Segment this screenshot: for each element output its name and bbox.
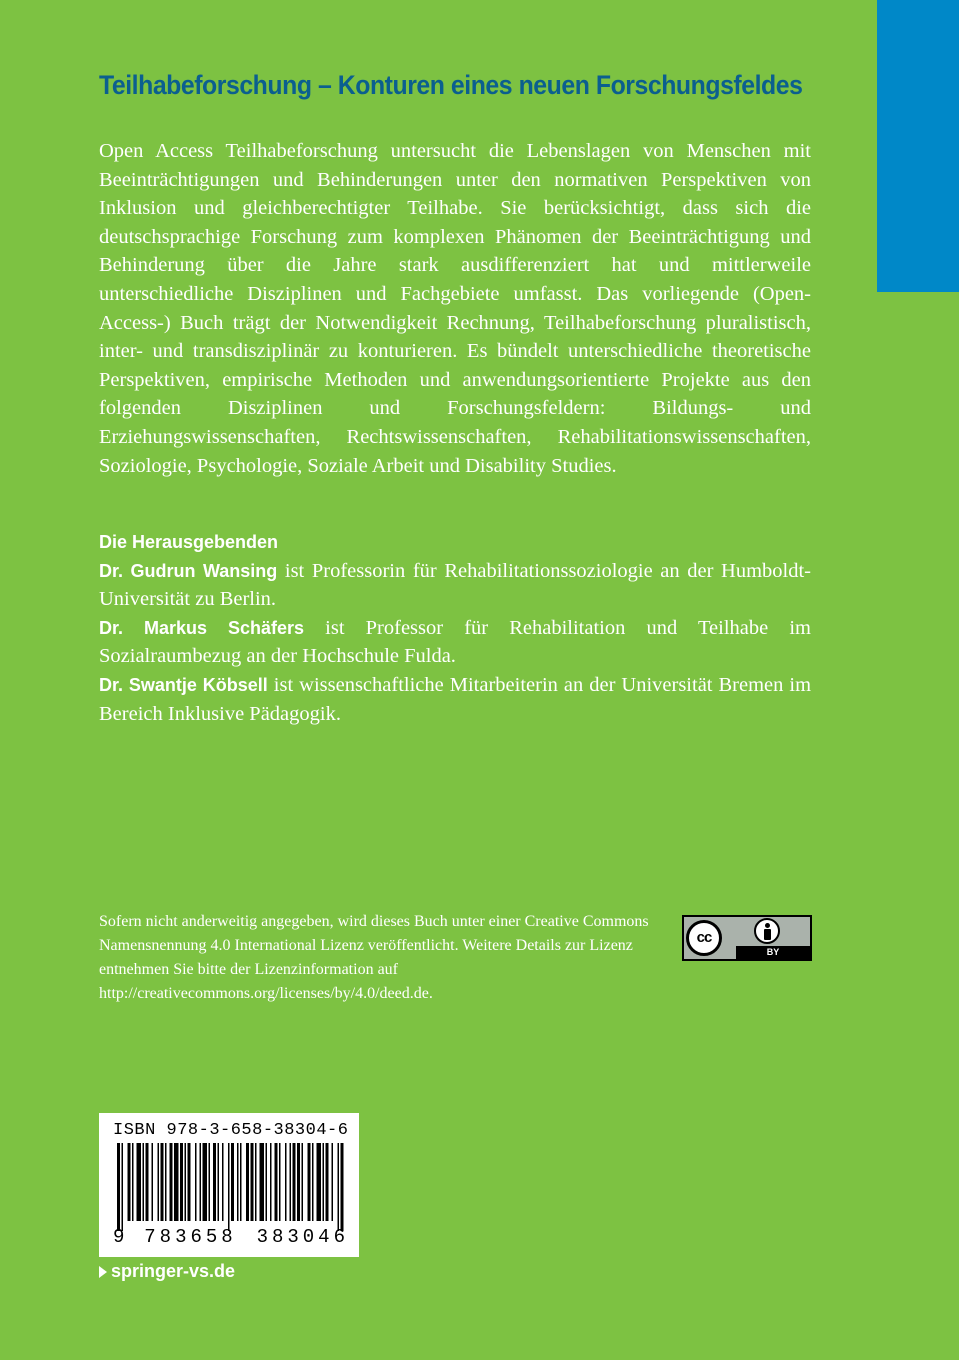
barcode-bar — [270, 1143, 272, 1221]
barcode-bar — [341, 1143, 344, 1231]
barcode-bar — [240, 1143, 242, 1221]
barcode-bar — [317, 1143, 322, 1221]
isbn-barcode — [99, 1113, 359, 1257]
barcode-digit-group: 383046 — [256, 1226, 349, 1248]
barcode-bar — [152, 1143, 154, 1221]
editor-name: Dr. Markus Schäfers — [99, 617, 305, 638]
barcode-bar — [237, 1143, 239, 1221]
barcode-bar — [203, 1143, 208, 1221]
barcode-bar — [266, 1143, 268, 1221]
barcode-bar — [231, 1143, 234, 1221]
book-title: Teilhabeforschung – Konturen eines neuen Forschungsfeldes — [99, 70, 803, 100]
barcode-bar — [132, 1143, 134, 1221]
editor-name: Dr. Swantje Köbsell — [99, 674, 268, 695]
editor-name: Dr. Gudrun Wansing — [99, 560, 278, 581]
barcode-bar — [246, 1143, 249, 1221]
barcode-bar — [143, 1143, 145, 1221]
barcode-bar — [161, 1143, 164, 1221]
barcode-bar — [218, 1143, 220, 1221]
barcode-bar — [308, 1143, 311, 1221]
publisher-url: springer-vs.de — [111, 1261, 236, 1281]
editor-entry — [99, 671, 811, 728]
editors-heading: Die Herausgebenden — [99, 532, 279, 552]
barcode-digit-group: 9 — [113, 1226, 125, 1248]
editor-bio: ist wissenschaftliche Mitarbeiterin an der Universität Bremen im Bereich Inklusive Pädagogik. — [99, 673, 812, 725]
editor-bio: ist Professorin für Rehabilitationssoziologie an der Humboldt-Universität zu Berlin. — [99, 559, 811, 611]
barcode-bar — [222, 1143, 224, 1221]
barcode-digits — [113, 1226, 349, 1248]
barcode-bar — [326, 1143, 329, 1221]
book-description: Open Access Teilhabeforschung untersucht die Lebenslagen von Menschen mit Beeinträchtigungen und Behinderungen unter den normativen Perspektiven von Inklusion und gleichberechtigter Teilhabe. Sie berücksichtigt, dass sich die deutschsprachige Forschung zum komplexen Phänomen der Beeinträchtigung und Behinderung über die Jahre stark ausdifferenziert hat und mittlerweile unterschiedliche Disziplinen und Fachgebiete umfasst. Das vorliegende (Open-Access-) Buch trägt der Notwendigkeit Rechnung, Teilhabeforschung pluralistisch, inter- und transdisziplinär zu konturieren. Es bündelt unterschiedliche theoretische Perspektiven, empirische Methoden und anwendungsorientierte Projekte aus den folgenden Disziplinen und Forschungsfeldern: Bildungs- und Erziehungswissenschaften, Rechtswissenschaften, Rehabilitationswissenschaften, Soziologie, Psychologie, Soziale Arbeit und Disability Studies. — [99, 140, 811, 477]
barcode-bar — [279, 1143, 281, 1221]
barcode-bars — [111, 1143, 347, 1231]
barcode-bar — [174, 1143, 179, 1221]
barcode-bar — [297, 1143, 300, 1221]
editor-entry — [99, 614, 811, 671]
barcode-bar — [185, 1143, 187, 1221]
barcode-bar — [122, 1143, 124, 1231]
barcode-bar — [200, 1143, 202, 1221]
play-arrow-icon — [99, 1266, 107, 1278]
barcode-bar — [137, 1143, 142, 1221]
creative-commons-by-icon — [682, 915, 812, 961]
barcode-bar — [251, 1143, 254, 1221]
barcode-bar — [255, 1143, 257, 1221]
barcode-bar — [170, 1143, 173, 1221]
cc-icon: cc — [686, 920, 722, 956]
barcode-bar — [302, 1143, 304, 1221]
barcode-bar — [285, 1143, 287, 1221]
barcode-bar — [332, 1143, 334, 1221]
barcode-bar — [290, 1143, 292, 1221]
barcode-bar — [312, 1143, 314, 1221]
barcode-bar — [213, 1143, 216, 1221]
barcode-bar — [228, 1143, 230, 1231]
barcode-bar — [338, 1143, 340, 1231]
license-text: Sofern nicht anderweitig angegeben, wird dieses Buch unter einer Creative Commons Namensnennung 4.0 International Lizenz veröffentlicht. Weitere Details zur Lizenz entnehmen Sie bitte der Lizenzinformation auf http://creativecommons.org/licenses/by/4.0/deed.de. — [99, 913, 649, 1002]
barcode-digit-group: 783658 — [144, 1226, 237, 1248]
barcode-bar — [275, 1143, 278, 1221]
barcode-bar — [165, 1143, 167, 1221]
by-label: BY — [736, 946, 810, 959]
editor-bio: ist Professor für Rehabilitation und Teilhabe im Sozialraumbezug an der Hochschule Fulda. — [99, 616, 811, 668]
editor-entry — [99, 557, 811, 614]
barcode-bar — [180, 1143, 183, 1221]
accent-tab — [877, 0, 959, 292]
barcode-bar — [209, 1143, 211, 1221]
barcode-bar — [146, 1143, 149, 1221]
barcode-bar — [117, 1143, 120, 1231]
barcode-bar — [260, 1143, 265, 1221]
publisher-link[interactable] — [99, 1261, 235, 1282]
barcode-bar — [323, 1143, 325, 1221]
isbn-label: ISBN 978-3-658-38304-6 — [113, 1121, 349, 1140]
barcode-bar — [128, 1143, 131, 1221]
barcode-bar — [188, 1143, 191, 1221]
person-icon — [754, 918, 780, 944]
editors-section — [99, 528, 811, 728]
barcode-bar — [195, 1143, 197, 1221]
barcode-bar — [158, 1143, 160, 1221]
barcode-bar — [293, 1143, 296, 1221]
